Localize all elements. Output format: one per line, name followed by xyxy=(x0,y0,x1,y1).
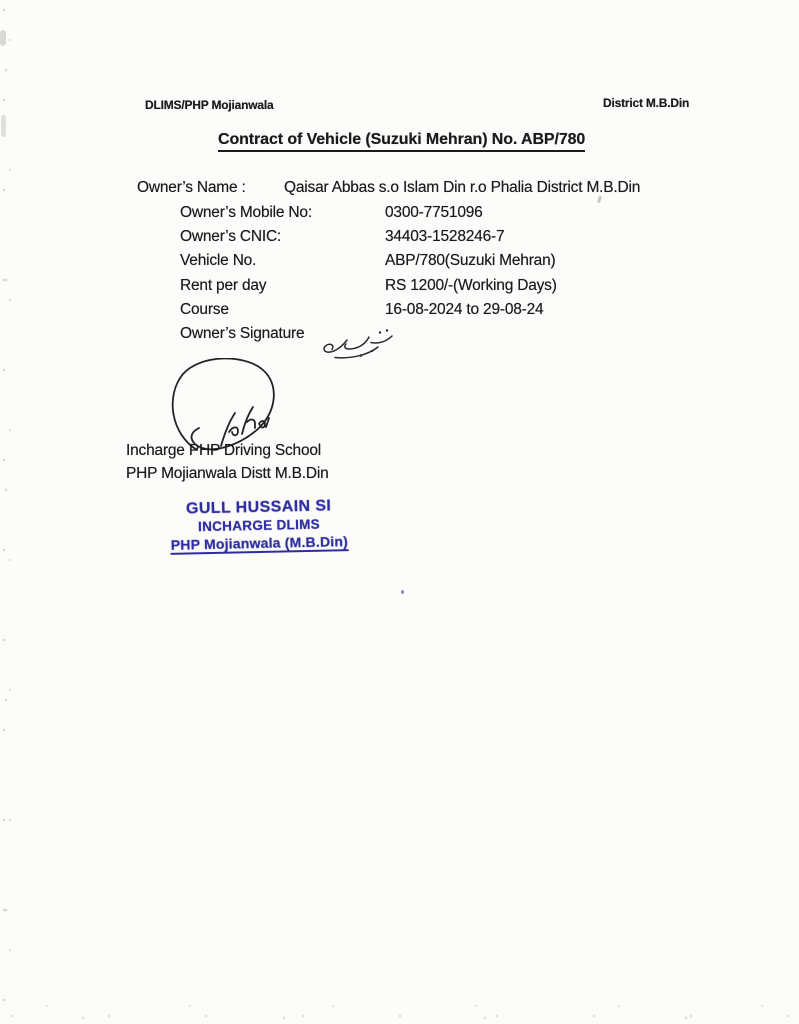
scan-smudge xyxy=(1,115,6,137)
official-rubber-stamp xyxy=(167,497,350,553)
field-row-course xyxy=(0,301,799,321)
document-title: Contract of Vehicle (Suzuki Mehran) No. ABP/780 xyxy=(218,131,585,152)
scan-noise-left-edge xyxy=(0,0,16,1024)
signatory-title-line: Incharge PHP Driving School xyxy=(126,442,322,459)
field-label: Rent per day xyxy=(180,277,267,294)
field-value: RS 1200/-(Working Days) xyxy=(385,277,557,294)
field-value: ABP/780(Suzuki Mehran) xyxy=(385,252,556,269)
owner-name-label: Owner’s Name : xyxy=(137,179,246,196)
scan-noise-bottom-edge xyxy=(0,998,799,1024)
owner-name-value: Qaisar Abbas s.o Islam Din r.o Phalia District M.B.Din xyxy=(284,179,641,196)
stamp-title-line: INCHARGE DLIMS xyxy=(197,516,321,535)
field-value: 34403-1528246-7 xyxy=(385,228,505,245)
scan-smudge xyxy=(0,30,6,46)
owner-signature-label: Owner’s Signature xyxy=(180,325,305,342)
field-label: Vehicle No. xyxy=(180,252,257,269)
owner-name-row xyxy=(0,179,799,199)
ink-speck xyxy=(401,590,404,594)
field-label: Owner’s Mobile No: xyxy=(180,204,312,221)
field-row-vehicle xyxy=(0,252,799,272)
header-right-district: District M.B.Din xyxy=(603,96,690,110)
field-row-rent xyxy=(0,277,799,297)
signatory-office-line: PHP Mojianwala Distt M.B.Din xyxy=(126,465,329,482)
stamp-name-line: GULL HUSSAIN SI xyxy=(185,497,332,518)
owner-signature-urdu-handwriting xyxy=(320,327,398,363)
stamp-office-line: PHP Mojianwala (M.B.Din) xyxy=(170,533,349,553)
field-label: Course xyxy=(180,301,229,318)
field-value: 0300-7751096 xyxy=(385,204,483,221)
field-value: 16-08-2024 to 29-08-24 xyxy=(385,301,544,318)
header-left-office: DLIMS/PHP Mojianwala xyxy=(145,98,274,112)
field-row-mobile xyxy=(0,204,799,224)
field-label: Owner’s CNIC: xyxy=(180,228,282,245)
field-row-cnic xyxy=(0,228,799,248)
